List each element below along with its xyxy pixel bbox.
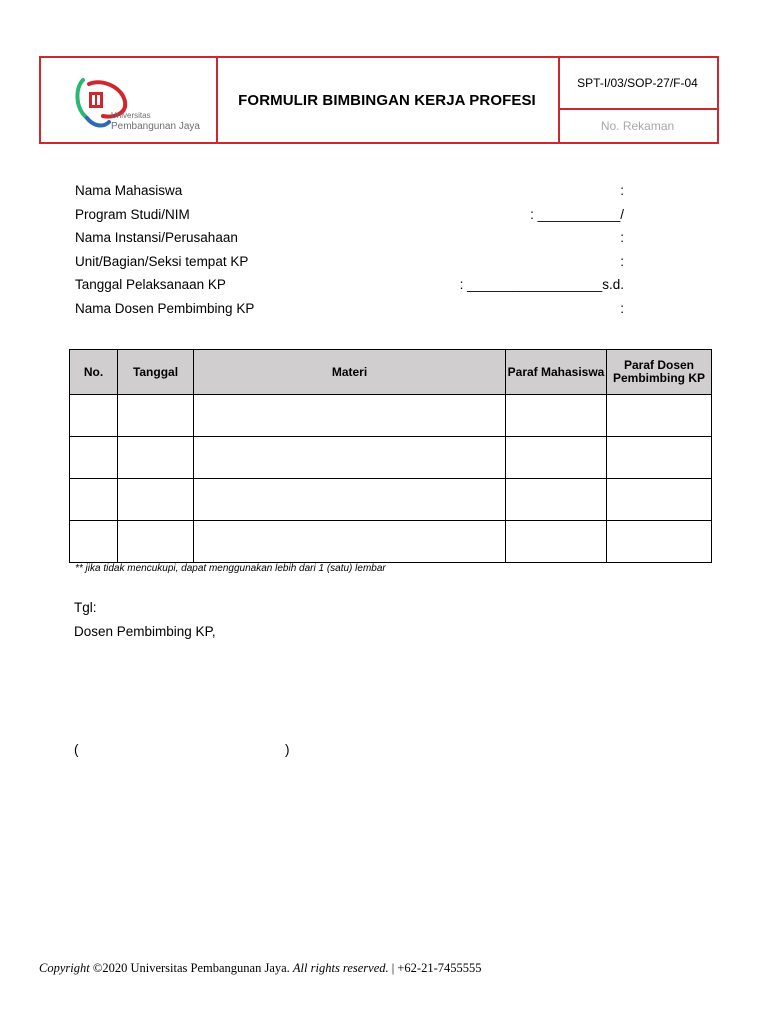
table-cell[interactable] <box>118 437 194 479</box>
info-row-supervisor <box>75 301 635 325</box>
table-cell[interactable] <box>118 521 194 563</box>
table-cell[interactable] <box>194 437 506 479</box>
table-cell[interactable] <box>607 395 712 437</box>
table-cell[interactable] <box>70 437 118 479</box>
info-label: Nama Mahasiswa <box>75 183 183 198</box>
table-cell[interactable] <box>118 395 194 437</box>
info-value-field[interactable]: : <box>620 183 624 198</box>
info-label: Nama Instansi/Perusahaan <box>75 230 238 245</box>
form-title: FORMULIR BIMBINGAN KERJA PROFESI <box>238 91 536 109</box>
record-number-field[interactable]: No. Rekaman <box>600 119 675 133</box>
table-cell[interactable] <box>506 395 607 437</box>
footer-copyright-body: ©2020 Universitas Pembangunan Jaya. <box>92 961 290 975</box>
signature-role-label: Dosen Pembimbing KP, <box>74 624 216 639</box>
page-footer <box>39 961 482 976</box>
signature-close-paren: ) <box>285 742 290 757</box>
footer-copyright-word: Copyright <box>39 961 90 975</box>
table-cell[interactable] <box>118 479 194 521</box>
table-cell[interactable] <box>506 521 607 563</box>
table-cell[interactable] <box>607 437 712 479</box>
table-cell[interactable] <box>194 479 506 521</box>
table-row <box>70 395 712 437</box>
signature-open-paren: ( <box>74 742 79 757</box>
footer-rights: All rights reserved. <box>292 961 389 975</box>
col-header-supervisor-initial: Paraf Dosen Pembimbing KP <box>607 350 712 395</box>
info-label: Tanggal Pelaksanaan KP <box>75 277 226 292</box>
info-value-field[interactable]: : __________________s.d. <box>459 277 624 292</box>
info-label: Program Studi/NIM <box>75 206 190 222</box>
table-cell[interactable] <box>70 395 118 437</box>
table-cell[interactable] <box>506 479 607 521</box>
info-row-study-program <box>75 207 635 231</box>
code-cell <box>558 58 717 142</box>
info-row-dates <box>75 277 635 301</box>
col-header-date: Tanggal <box>118 350 194 395</box>
info-label: Unit/Bagian/Seksi tempat KP <box>75 253 249 269</box>
info-row-student-name <box>75 183 635 207</box>
info-value-field[interactable]: : <box>620 300 624 316</box>
logo-text-line1: Universitas <box>111 111 151 120</box>
info-value-field[interactable]: : <box>620 253 624 269</box>
table-cell[interactable] <box>607 521 712 563</box>
title-cell <box>216 58 560 142</box>
form-header <box>39 56 719 144</box>
col-header-no: No. <box>70 350 118 395</box>
info-value-field[interactable]: : ___________/ <box>530 206 624 222</box>
table-row <box>70 437 712 479</box>
guidance-table <box>69 349 712 563</box>
table-cell[interactable] <box>70 521 118 563</box>
col-header-material: Materi <box>194 350 506 395</box>
table-cell[interactable] <box>194 395 506 437</box>
table-cell[interactable] <box>70 479 118 521</box>
logo-text-line2: Pembangunan Jaya <box>111 121 200 132</box>
info-row-unit <box>75 254 635 278</box>
col-header-student-initial: Paraf Mahasiswa <box>506 350 607 395</box>
table-row <box>70 521 712 563</box>
student-info <box>75 183 635 324</box>
signature-date-label: Tgl: <box>74 600 97 615</box>
info-value-field[interactable]: : <box>620 230 624 245</box>
document-code: SPT-I/03/SOP-27/F-04 <box>558 58 717 110</box>
info-label: Nama Dosen Pembimbing KP <box>75 300 255 316</box>
info-row-company <box>75 230 635 254</box>
logo-cell <box>41 58 218 142</box>
table-cell[interactable] <box>607 479 712 521</box>
footer-phone: | +62-21-7455555 <box>391 961 482 975</box>
table-row <box>70 479 712 521</box>
table-footnote: ** jika tidak mencukupi, dapat menggunakan lebih dari 1 (satu) lembar <box>75 563 386 574</box>
table-cell[interactable] <box>194 521 506 563</box>
table-cell[interactable] <box>506 437 607 479</box>
table-header-row <box>70 350 712 395</box>
